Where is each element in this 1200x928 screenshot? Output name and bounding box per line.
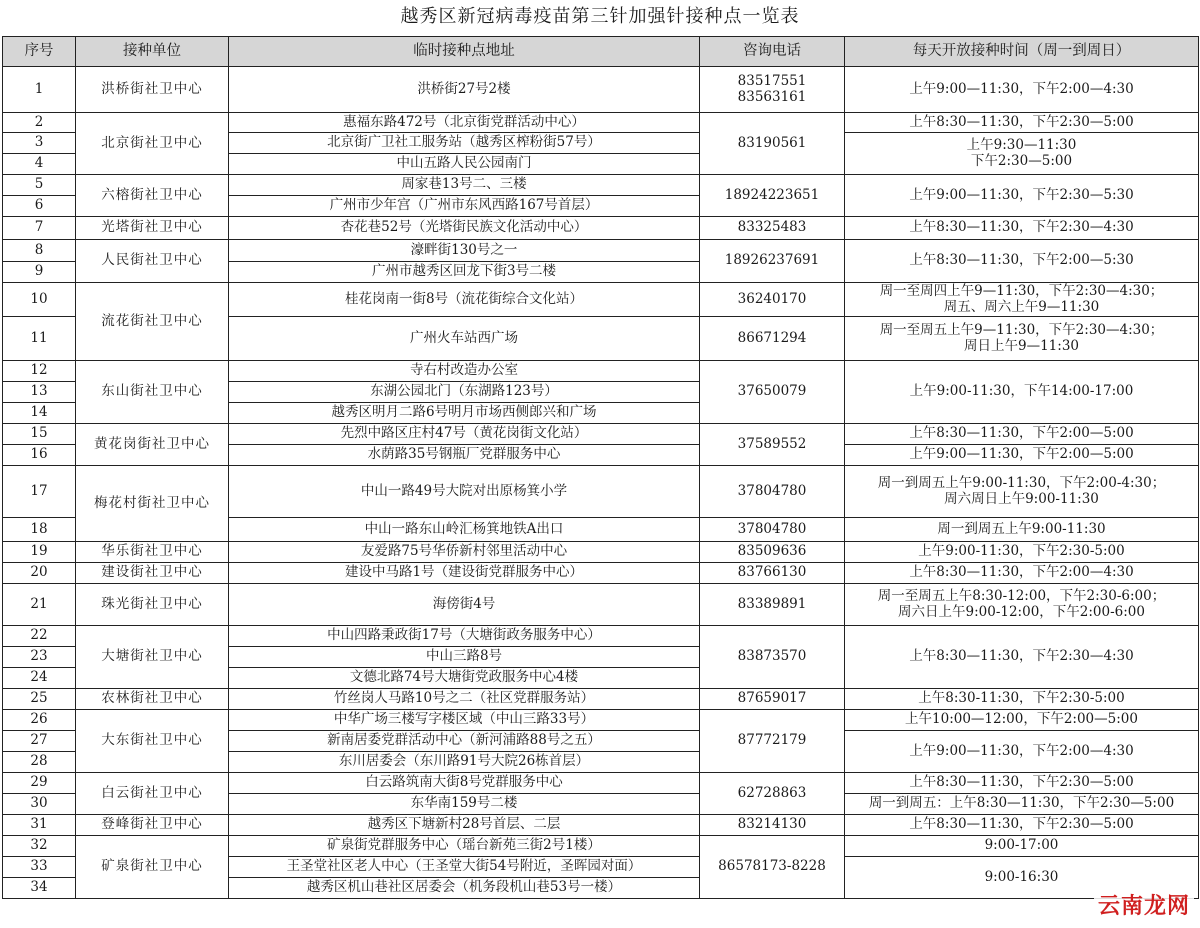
cell-address: 文德北路74号大塘街党政服务中心4楼 — [229, 668, 700, 689]
page-title: 越秀区新冠病毒疫苗第三针加强针接种点一览表 — [400, 6, 800, 27]
cell-seq: 10 — [3, 283, 76, 317]
cell-seq: 24 — [3, 668, 76, 689]
cell-phone: 62728863 — [700, 773, 845, 815]
cell-seq: 33 — [3, 857, 76, 878]
cell-address: 海傍街4号 — [229, 584, 700, 626]
cell-unit: 白云街社卫中心 — [76, 773, 229, 815]
cell-address: 越秀区下塘新村28号首层、二层 — [229, 815, 700, 836]
cell-phone: 83190561 — [700, 113, 845, 175]
header-time: 每天开放接种时间（周一到周日） — [845, 37, 1199, 67]
cell-seq: 34 — [3, 878, 76, 899]
cell-time: 上午8:30—11:30，下午2:30—5:00 — [845, 113, 1199, 133]
cell-phone: 18924223651 — [700, 175, 845, 217]
cell-time: 上午9:00-11:30，下午2:30-5:00 — [845, 542, 1199, 563]
header-phone: 咨询电话 — [700, 37, 845, 67]
table-row — [3, 773, 1199, 794]
table-row — [3, 113, 1199, 133]
cell-time: 周一至周五上午9—11:30，下午2:30—4:30； 周日上午9—11:30 — [845, 317, 1199, 361]
cell-seq: 23 — [3, 647, 76, 668]
cell-phone: 37650079 — [700, 361, 845, 424]
cell-time: 上午9:00—11:30，下午2:00—5:00 — [845, 445, 1199, 466]
cell-time: 上午9:00—11:30，下午2:00—4:30 — [845, 731, 1199, 773]
cell-seq: 32 — [3, 836, 76, 857]
table-row — [3, 710, 1199, 731]
cell-time: 上午8:30—11:30，下午2:00—5:00 — [845, 424, 1199, 445]
cell-time: 上午8:30—11:30，下午2:30—5:00 — [845, 773, 1199, 794]
cell-address: 越秀区机山巷社区居委会（机务段机山巷53号一楼） — [229, 878, 700, 899]
cell-time: 上午8:30-11:30，下午2:30-5:00 — [845, 689, 1199, 710]
table-row — [3, 466, 1199, 518]
cell-phone: 86671294 — [700, 317, 845, 361]
cell-address: 广州市少年宫（广州市东风西路167号首层） — [229, 196, 700, 217]
cell-seq: 28 — [3, 752, 76, 773]
cell-unit: 大塘街社卫中心 — [76, 626, 229, 689]
cell-address: 中华广场三楼写字楼区域（中山三路33号） — [229, 710, 700, 731]
cell-phone: 18926237691 — [700, 240, 845, 283]
cell-time: 周一至周五上午8:30-12:00，下午2:30-6:00； 周六日上午9:00-12:00，下午2:00-6:00 — [845, 584, 1199, 626]
cell-unit: 黄花岗街社卫中心 — [76, 424, 229, 466]
header-unit: 接种单位 — [76, 37, 229, 67]
header-address: 临时接种点地址 — [229, 37, 700, 67]
cell-unit: 光塔街社卫中心 — [76, 217, 229, 240]
table-row — [3, 626, 1199, 647]
cell-phone: 83517551 83563161 — [700, 67, 845, 113]
cell-unit: 登峰街社卫中心 — [76, 815, 229, 836]
cell-seq: 2 — [3, 113, 76, 133]
cell-seq: 5 — [3, 175, 76, 196]
cell-address: 洪桥街27号2楼 — [229, 67, 700, 113]
cell-time: 上午8:30—11:30，下午2:30—5:00 — [845, 815, 1199, 836]
cell-seq: 29 — [3, 773, 76, 794]
watermark-logo: 云南龙网 — [1094, 889, 1194, 920]
cell-address: 中山五路人民公园南门 — [229, 154, 700, 175]
cell-address: 北京街广卫社工服务站（越秀区榨粉街57号） — [229, 133, 700, 154]
cell-seq: 7 — [3, 217, 76, 240]
cell-seq: 1 — [3, 67, 76, 113]
cell-seq: 19 — [3, 542, 76, 563]
cell-address: 濠畔街130号之一 — [229, 240, 700, 262]
cell-address: 建设中马路1号（建设街党群服务中心） — [229, 563, 700, 584]
cell-seq: 13 — [3, 382, 76, 403]
cell-address: 水荫路35号钢瓶厂党群服务中心 — [229, 445, 700, 466]
cell-seq: 25 — [3, 689, 76, 710]
cell-address: 寺右村改造办公室 — [229, 361, 700, 382]
cell-phone: 83389891 — [700, 584, 845, 626]
cell-address: 杏花巷52号（光塔街民族文化活动中心） — [229, 217, 700, 240]
cell-unit: 东山街社卫中心 — [76, 361, 229, 424]
cell-phone: 83325483 — [700, 217, 845, 240]
cell-phone: 87659017 — [700, 689, 845, 710]
cell-seq: 18 — [3, 518, 76, 542]
cell-time: 周一到周五：上午8:30—11:30，下午2:30—5:00 — [845, 794, 1199, 815]
cell-phone: 37589552 — [700, 424, 845, 466]
cell-time: 上午9:00—11:30，下午2:00—4:30 — [845, 67, 1199, 113]
cell-address: 新南居委党群活动中心（新河浦路88号之五） — [229, 731, 700, 752]
cell-unit: 珠光街社卫中心 — [76, 584, 229, 626]
cell-unit: 人民街社卫中心 — [76, 240, 229, 283]
cell-seq: 14 — [3, 403, 76, 424]
table-row — [3, 240, 1199, 262]
cell-address: 白云路筑南大街8号党群服务中心 — [229, 773, 700, 794]
cell-seq: 30 — [3, 794, 76, 815]
cell-time: 上午9:00—11:30，下午2:30—5:30 — [845, 175, 1199, 217]
cell-seq: 8 — [3, 240, 76, 262]
cell-address: 矿泉街党群服务中心（瑶台新苑三街2号1楼） — [229, 836, 700, 857]
table-row — [3, 361, 1199, 382]
cell-address: 王圣堂社区老人中心（王圣堂大街54号附近，圣晖园对面） — [229, 857, 700, 878]
cell-address: 惠福东路472号（北京街党群活动中心） — [229, 113, 700, 133]
cell-unit: 六榕街社卫中心 — [76, 175, 229, 217]
cell-address: 竹丝岗人马路10号之二（社区党群服务站） — [229, 689, 700, 710]
table-row — [3, 563, 1199, 584]
cell-seq: 31 — [3, 815, 76, 836]
cell-unit: 华乐街社卫中心 — [76, 542, 229, 563]
table-row — [3, 283, 1199, 317]
table-row — [3, 217, 1199, 240]
header-seq: 序号 — [3, 37, 76, 67]
cell-seq: 17 — [3, 466, 76, 518]
cell-address: 先烈中路区庄村47号（黄花岗街文化站） — [229, 424, 700, 445]
cell-address: 中山一路49号大院对出原杨箕小学 — [229, 466, 700, 518]
cell-address: 越秀区明月二路6号明月市场西侧郎兴和广场 — [229, 403, 700, 424]
cell-time: 上午9:00-11:30，下午14:00-17:00 — [845, 361, 1199, 424]
cell-time: 上午8:30—11:30，下午2:30—4:30 — [845, 626, 1199, 689]
cell-phone: 37804780 — [700, 466, 845, 518]
cell-address: 中山四路秉政街17号（大塘街政务服务中心） — [229, 626, 700, 647]
cell-time: 上午10:00—12:00，下午2:00—5:00 — [845, 710, 1199, 731]
cell-seq: 16 — [3, 445, 76, 466]
cell-unit: 建设街社卫中心 — [76, 563, 229, 584]
vaccination-sites-table — [2, 36, 1199, 899]
cell-phone: 83509636 — [700, 542, 845, 563]
table-row — [3, 689, 1199, 710]
cell-time: 上午8:30—11:30，下午2:30—4:30 — [845, 217, 1199, 240]
cell-address: 东川居委会（东川路91号大院26栋首层） — [229, 752, 700, 773]
cell-time: 周一到周五上午9:00-11:30 — [845, 518, 1199, 542]
cell-seq: 27 — [3, 731, 76, 752]
cell-time: 9:00-17:00 — [845, 836, 1199, 857]
cell-time: 9:00-16:30 — [845, 857, 1199, 899]
cell-address: 友爱路75号华侨新村邻里活动中心 — [229, 542, 700, 563]
table-row — [3, 584, 1199, 626]
cell-phone: 87772179 — [700, 710, 845, 773]
cell-seq: 20 — [3, 563, 76, 584]
cell-phone: 36240170 — [700, 283, 845, 317]
table-row — [3, 175, 1199, 196]
cell-address: 中山一路东山岭汇杨箕地铁A出口 — [229, 518, 700, 542]
cell-unit: 大东街社卫中心 — [76, 710, 229, 773]
cell-seq: 22 — [3, 626, 76, 647]
cell-seq: 15 — [3, 424, 76, 445]
table-header-row — [3, 37, 1199, 67]
cell-phone: 86578173-8228 — [700, 836, 845, 899]
table-row — [3, 836, 1199, 857]
cell-address: 桂花岗南一街8号（流花街综合文化站） — [229, 283, 700, 317]
cell-address: 东华南159号二楼 — [229, 794, 700, 815]
cell-time: 上午8:30—11:30，下午2:00—4:30 — [845, 563, 1199, 584]
cell-unit: 北京街社卫中心 — [76, 113, 229, 175]
cell-phone: 37804780 — [700, 518, 845, 542]
table-row — [3, 424, 1199, 445]
cell-seq: 9 — [3, 262, 76, 283]
cell-unit: 流花街社卫中心 — [76, 283, 229, 361]
cell-phone: 83214130 — [700, 815, 845, 836]
cell-address: 东湖公园北门（东湖路123号） — [229, 382, 700, 403]
cell-unit: 梅花村街社卫中心 — [76, 466, 229, 542]
table-row — [3, 815, 1199, 836]
cell-seq: 26 — [3, 710, 76, 731]
cell-address: 广州市越秀区回龙下街3号二楼 — [229, 262, 700, 283]
cell-seq: 6 — [3, 196, 76, 217]
cell-seq: 4 — [3, 154, 76, 175]
table-body — [3, 67, 1199, 899]
cell-time: 周一至周四上午9—11:30，下午2:30—4:30； 周五、周六上午9—11:30 — [845, 283, 1199, 317]
cell-seq: 21 — [3, 584, 76, 626]
cell-address: 中山三路8号 — [229, 647, 700, 668]
cell-time: 周一到周五上午9:00-11:30，下午2:00-4:30； 周六周日上午9:00-11:30 — [845, 466, 1199, 518]
cell-seq: 12 — [3, 361, 76, 382]
cell-phone: 83873570 — [700, 626, 845, 689]
cell-unit: 农林街社卫中心 — [76, 689, 229, 710]
cell-time: 上午9:30—11:30 下午2:30—5:00 — [845, 133, 1199, 175]
table-row — [3, 67, 1199, 113]
cell-seq: 11 — [3, 317, 76, 361]
cell-address: 周家巷13号二、三楼 — [229, 175, 700, 196]
cell-unit: 矿泉街社卫中心 — [76, 836, 229, 899]
table-row — [3, 542, 1199, 563]
cell-time: 上午8:30—11:30，下午2:00—5:30 — [845, 240, 1199, 283]
cell-address: 广州火车站西广场 — [229, 317, 700, 361]
cell-seq: 3 — [3, 133, 76, 154]
cell-phone: 83766130 — [700, 563, 845, 584]
cell-unit: 洪桥街社卫中心 — [76, 67, 229, 113]
